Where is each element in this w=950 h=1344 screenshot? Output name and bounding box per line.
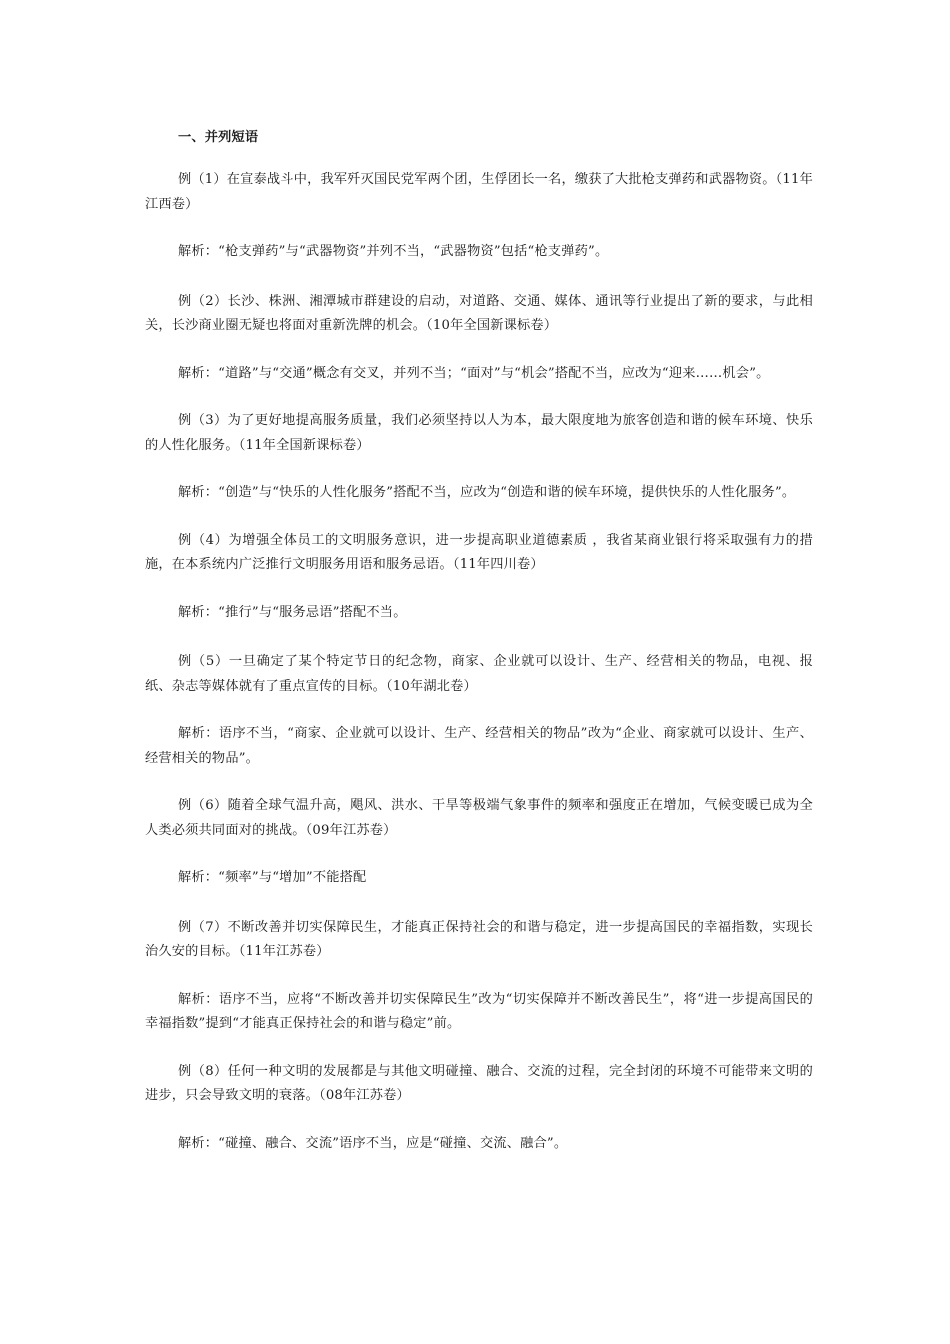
analysis-1: 解析：“枪支弹药”与“武器物资”并列不当，“武器物资”包括“枪支弹药”。 — [178, 244, 609, 259]
example-8: 例（8）任何一种文明的发展都是与其他文明碰撞、融合、交流的过程，完全封闭的环境不可能带来文明的进步，只会导致文明的衰落。（08年江苏卷） — [145, 1063, 813, 1103]
analysis-8: 解析：“碰撞、融合、交流”语序不当，应是“碰撞、交流、融合”。 — [178, 1135, 568, 1151]
analysis-3: 解析：“创造”与“快乐的人性化服务”搭配不当，应改为“创造和谐的候车环境，提供快乐的人性化服务”。 — [178, 485, 796, 500]
analysis-2: 解析：“道路”与“交通”概念有交叉，并列不当；“面对”与“机会”搭配不当，应改为“迎来……机会”。 — [178, 365, 770, 381]
example-1: 例（1）在宣泰战斗中，我军歼灭国民党军两个团，生俘团长一名，缴获了大批枪支弹药和武器物资。（11年江西卷） — [145, 172, 813, 212]
analysis-4: 解析：“推行”与“服务忌语”搭配不当。 — [178, 604, 407, 620]
analysis-6: 解析：“频率”与“增加”不能搭配 — [178, 870, 367, 885]
example-6: 例（6）随着全球气温升高，飓风、洪水、干旱等极端气象事件的频率和强度正在增加，气候变暖已成为全人类必须共同面对的挑战。（09年江苏卷） — [145, 798, 813, 838]
section-heading: 一、并列短语 — [178, 130, 259, 145]
document-body — [145, 127, 813, 1181]
example-3: 例（3）为了更好地提高服务质量，我们必须坚持以人为本，最大限度地为旅客创造和谐的候车环境、快乐的人性化服务。（11年全国新课标卷） — [145, 413, 813, 453]
example-5: 例（5）一旦确定了某个特定节日的纪念物，商家、企业就可以设计、生产、经营相关的物品，电视、报纸、杂志等媒体就有了重点宣传的目标。（10年湖北卷） — [145, 654, 813, 694]
example-4: 例（4）为增强全体员工的文明服务意识，进一步提高职业道德素质 ，我省某商业银行将采取强有力的措施，在本系统内广泛推行文明服务用语和服务忌语。（11年四川卷） — [145, 532, 813, 572]
example-7: 例（7）不断改善并切实保障民生，才能真正保持社会的和谐与稳定，进一步提高国民的幸福指数，实现长治久安的目标。（11年江苏卷） — [145, 919, 813, 959]
example-2: 例（2）长沙、株洲、湘潭城市群建设的启动，对道路、交通、媒体、通讯等行业提出了新的要求，与此相关，长沙商业圈无疑也将面对重新洗牌的机会。（10年全国新课标卷） — [145, 293, 813, 333]
analysis-5: 解析：语序不当，“商家、企业就可以设计、生产、经营相关的物品”改为“企业、商家就可以设计、生产、经营相关的物品”。 — [145, 726, 813, 766]
analysis-7: 解析：语序不当，应将“不断改善并切实保障民生”改为“切实保障并不断改善民生”，将“进一步提高国民的幸福指数”提到“才能真正保持社会的和谐与稳定”前。 — [145, 991, 813, 1031]
